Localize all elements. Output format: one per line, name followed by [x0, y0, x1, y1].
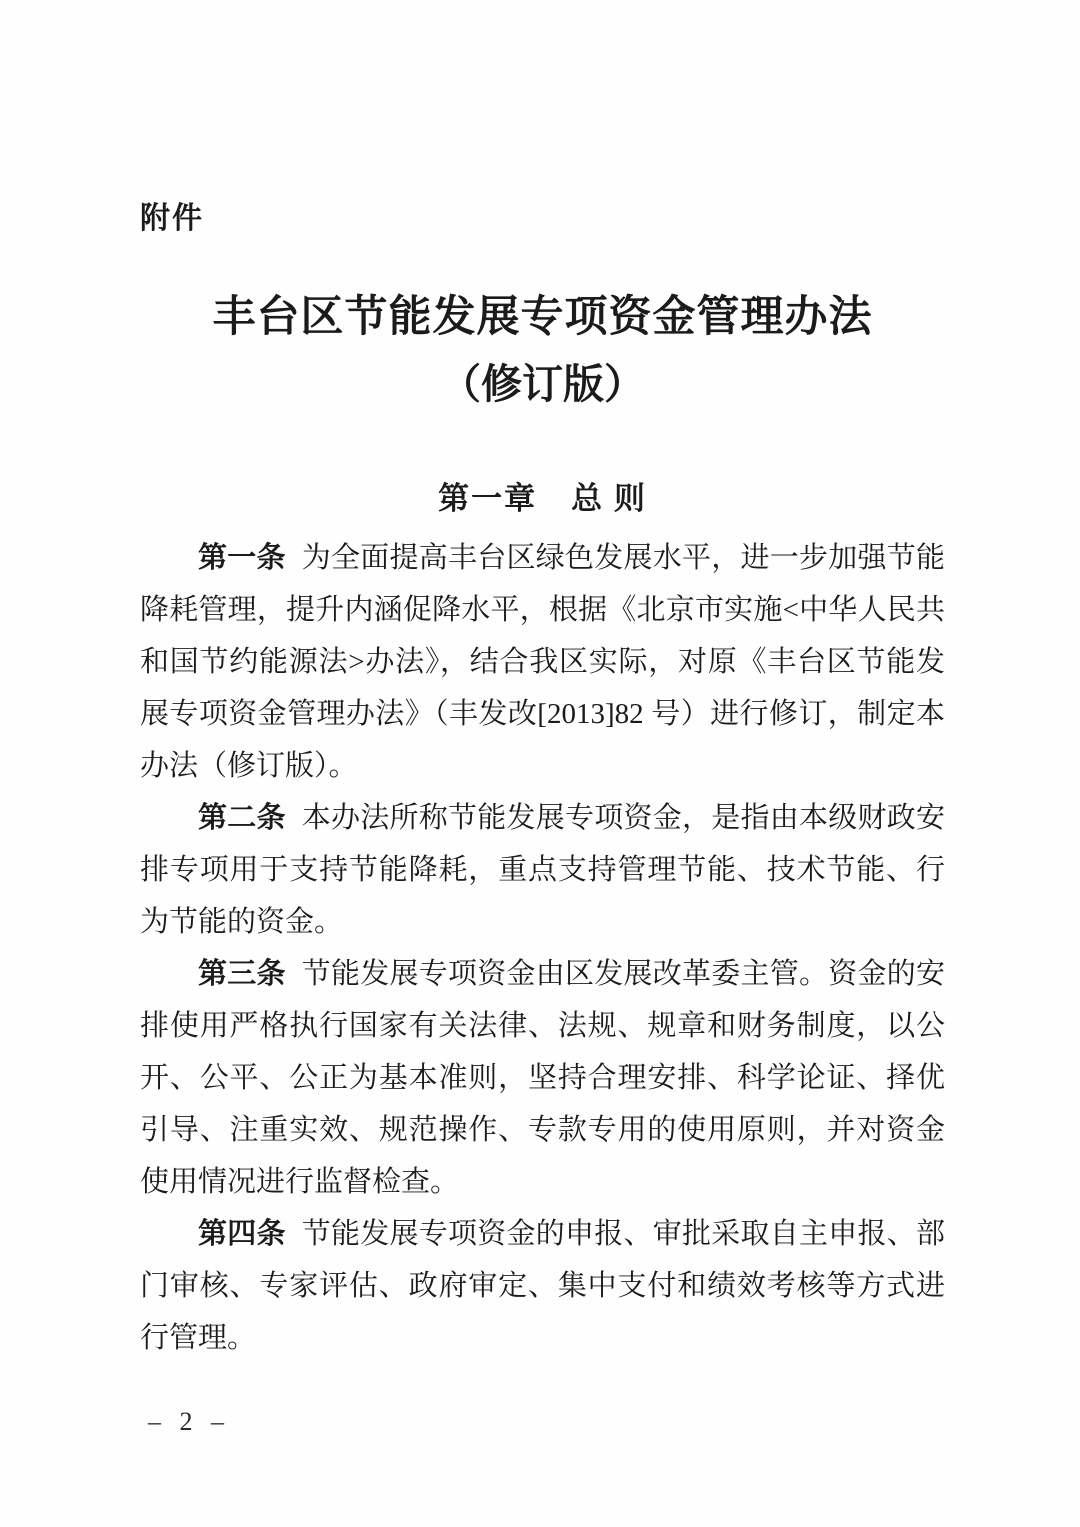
article-paragraph [140, 948, 945, 1208]
page-number: – 2 – [148, 1407, 230, 1436]
document-title-line2: （修订版） [440, 361, 645, 407]
article-paragraph [140, 532, 945, 792]
article-2-text: 本办法所称节能发展专项资金，是指由本级财政安排专项用于支持节能降耗，重点支持管理节能、技术节能、行为节能的资金。 [140, 802, 945, 938]
article-4-text: 节能发展专项资金的申报、审批采取自主申报、部门审核、专家评估、政府审定、集中支付和绩效考核等方式进行管理。 [140, 1218, 945, 1354]
document-title [140, 287, 945, 415]
document-body [140, 532, 945, 1364]
chapter-number: 第一章 [438, 481, 538, 516]
article-4-lead: 第四条 [198, 1218, 286, 1250]
document-title-line1: 丰台区节能发展专项资金管理办法 [212, 294, 873, 341]
chapter-title: 总 则 [571, 481, 647, 516]
article-paragraph [140, 792, 945, 948]
attachment-label: 附件 [140, 202, 204, 235]
article-1-text: 为全面提高丰台区绿色发展水平，进一步加强节能降耗管理，提升内涵促降水平，根据《北京市实施<中华人民共和国节约能源法>办法》，结合我区实际，对原《丰台区节能发展专项资金管理办法》（丰发改[2013]82 号）进行修订，制定本办法（修订版）。 [140, 542, 945, 782]
article-1-lead: 第一条 [198, 542, 286, 574]
article-3-lead: 第三条 [198, 958, 286, 990]
article-2-lead: 第二条 [198, 802, 286, 834]
chapter-heading [140, 473, 945, 518]
article-paragraph [140, 1208, 945, 1364]
article-3-text: 节能发展专项资金由区发展改革委主管。资金的安排使用严格执行国家有关法律、法规、规章和财务制度，以公开、公平、公正为基本准则，坚持合理安排、科学论证、择优引导、注重实效、规范操作、专款专用的使用原则，并对资金使用情况进行监督检查。 [140, 958, 945, 1198]
